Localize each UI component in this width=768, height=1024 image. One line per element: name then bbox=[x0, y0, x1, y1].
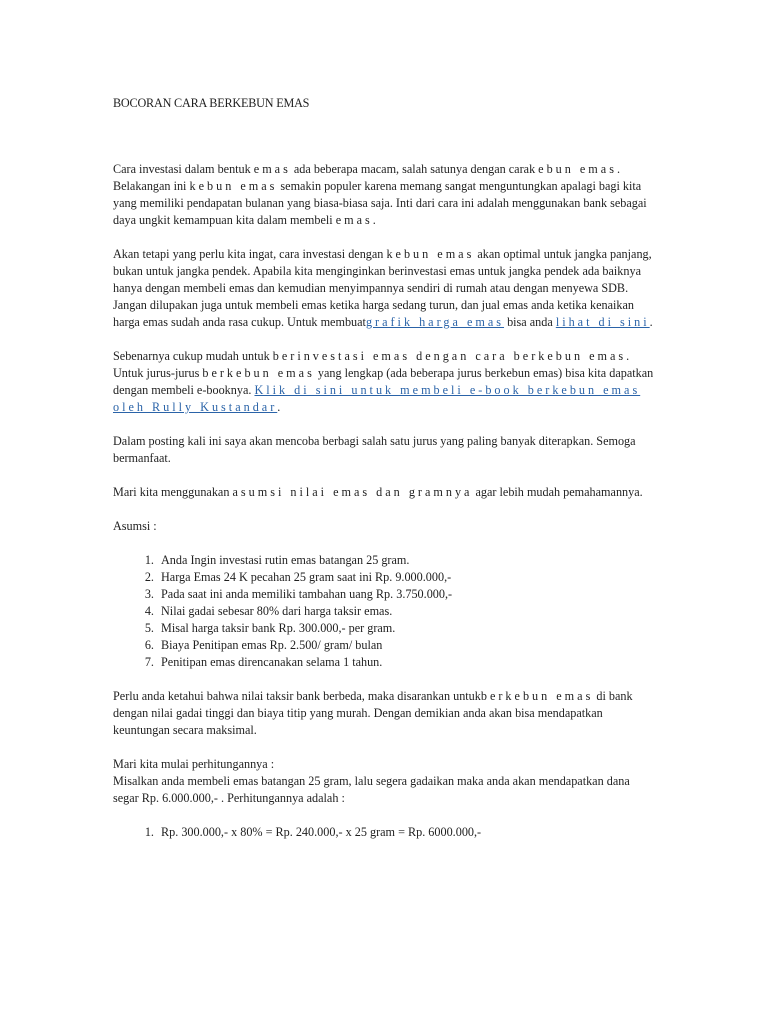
text: . Belakangan ini bbox=[113, 162, 620, 193]
text: bisa anda bbox=[504, 315, 556, 329]
spaced-text: kebun emas bbox=[529, 162, 617, 176]
spaced-text: berinvestasi emas dengan cara berkebun emas bbox=[272, 349, 627, 363]
link-lihat-di-sini[interactable]: lihat di sini bbox=[555, 315, 650, 329]
list-item: 3. Pada saat ini anda memiliki tambahan uang Rp. 3.750.000,- bbox=[157, 586, 658, 603]
paragraph-bank-advice bbox=[113, 688, 658, 739]
paragraph-ebook bbox=[113, 348, 658, 416]
text: ada beberapa macam, salah satunya dengan cara bbox=[290, 162, 530, 176]
text: Cara investasi dalam bentuk bbox=[113, 162, 254, 176]
document-page bbox=[113, 95, 658, 858]
text: semakin populer karena memang sangat menguntungkan apalagi bagi kita yang memiliki pendapatan bulanan yang biasa-biasa saja. Inti dari cara ini adalah menggunakan bank sebagai daya ungkit kemampuan kita dalam membeli bbox=[113, 179, 647, 227]
list-item: 7. Penitipan emas direncanakan selama 1 tahun. bbox=[157, 654, 658, 671]
paragraph-intro bbox=[113, 161, 658, 229]
asumsi-list bbox=[113, 552, 658, 671]
asumsi-label: Asumsi : bbox=[113, 519, 157, 533]
paragraph-posting: Dalam posting kali ini saya akan mencoba berbagi salah satu jurus yang paling banyak diterapkan. Semoga bermanfaat. bbox=[113, 434, 636, 465]
paragraph-price-chart bbox=[113, 297, 658, 331]
spaced-text: kebun emas bbox=[386, 247, 475, 261]
paragraph-calc-desc: Misalkan anda membeli emas batangan 25 gram, lalu segera gadaikan maka anda akan mendapatkan dana segar Rp. 6.000.000,- . Perhitungannya adalah : bbox=[113, 774, 630, 805]
calc-list bbox=[113, 824, 658, 841]
spaced-text: berkebun emas bbox=[480, 689, 594, 703]
spaced-text: asumsi nilai emas dan gramnya bbox=[232, 485, 473, 499]
spaced-text: emas bbox=[253, 162, 291, 176]
spaced-text: emas bbox=[335, 213, 373, 227]
document-title: BOCORAN CARA BERKEBUN EMAS bbox=[113, 96, 310, 110]
paragraph-calc-start: Mari kita mulai perhitungannya : bbox=[113, 757, 275, 771]
list-item: 1. Anda Ingin investasi rutin emas batangan 25 gram. bbox=[157, 552, 658, 569]
text: di bank dengan nilai gadai tinggi dan biaya titip yang murah. Dengan demikian anda akan bisa mendapatkan keuntungan secara maksimal. bbox=[113, 689, 633, 737]
text: Sebenarnya cukup mudah untuk bbox=[113, 349, 273, 363]
text: . Untuk jurus-jurus bbox=[113, 349, 630, 380]
list-item: 2. Harga Emas 24 K pecahan 25 gram saat ini Rp. 9.000.000,- bbox=[157, 569, 658, 586]
paragraph-assumption-intro bbox=[113, 484, 658, 501]
list-item: 6. Biaya Penitipan emas Rp. 2.500/ gram/ bulan bbox=[157, 637, 658, 654]
list-item: 5. Misal harga taksir bank Rp. 300.000,- per gram. bbox=[157, 620, 658, 637]
spaced-text: berkebun emas bbox=[202, 366, 315, 380]
text: yang lengkap (ada beberapa jurus berkebun emas) bisa kita dapatkan dengan membeli e-booknya. bbox=[113, 366, 654, 397]
text: Perlu anda ketahui bahwa nilai taksir bank berbeda, maka disarankan untuk bbox=[113, 689, 481, 703]
link-buy-ebook[interactable]: Klik di sini untuk membeli e-book berkebun emas oleh Rully Kustandar bbox=[113, 383, 641, 414]
text: Akan tetapi yang perlu kita ingat, cara investasi dengan bbox=[113, 247, 387, 261]
text: Jangan dilupakan juga untuk membeli emas ketika harga sedang turun, dan jual emas anda ketika kenaikan harga emas sudah anda rasa cukup. Untuk membuat bbox=[113, 298, 634, 329]
text: Mari kita menggunakan bbox=[113, 485, 233, 499]
text: . bbox=[372, 213, 376, 227]
text: . bbox=[277, 400, 281, 414]
list-item: 4. Nilai gadai sebesar 80% dari harga taksir emas. bbox=[157, 603, 658, 620]
paragraph-long-term bbox=[113, 246, 658, 297]
link-grafik-harga-emas[interactable]: grafik harga emas bbox=[365, 315, 505, 329]
text: agar lebih mudah pemahamannya. bbox=[472, 485, 643, 499]
spaced-text: kebun emas bbox=[189, 179, 278, 193]
text: akan optimal untuk jangka panjang, bukan untuk jangka pendek. Apabila kita menginginkan berinvestasi emas untuk jangka pendek ada baiknya hanya dengan membeli emas dan kemudian menyimpannya sendiri di rumah atau dengan menyewa SDB. bbox=[113, 247, 652, 295]
text: . bbox=[649, 315, 653, 329]
list-item: 1. Rp. 300.000,- x 80% = Rp. 240.000,- x 25 gram = Rp. 6000.000,- bbox=[157, 824, 658, 841]
